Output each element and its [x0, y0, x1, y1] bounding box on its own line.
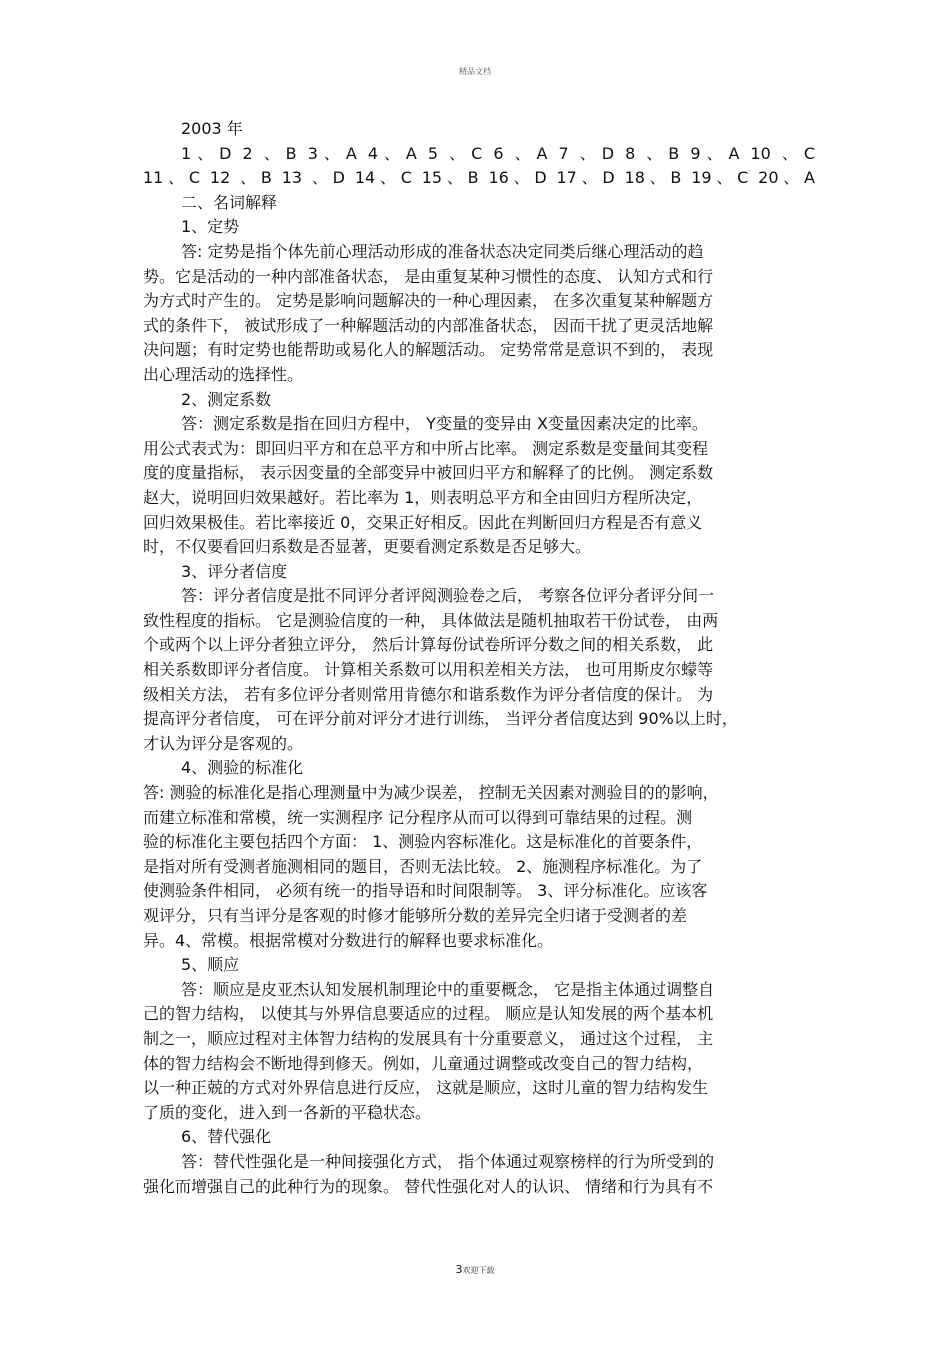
- paragraph-line: 才认为评分是客观的。: [143, 733, 304, 753]
- paragraph-line: 制之一，顺应过程对主体智力结构的发展具有十分重要意义， 通过这个过程， 主: [143, 1028, 714, 1048]
- paragraph-line: 个或两个以上评分者独立评分， 然后计算每份试卷所评分数之间的相关系数， 此: [143, 635, 714, 655]
- paragraph-line: 回归效果极佳。若比率接近 0，交果正好相反。因此在判断回归方程是否有意义: [143, 512, 703, 532]
- paragraph-line: 答：评分者信度是批不同评分者评阅测验卷之后， 考察各位评分者评分间一: [181, 586, 715, 606]
- paragraph-line: 相关系数即评分者信度。 计算相关系数可以用积差相关方法， 也可用斯皮尔蠓等: [143, 660, 714, 680]
- paragraph-line: 以一种正兢的方式对外界信息进行反应， 这就是顺应，这时儿童的智力结构发生: [143, 1078, 709, 1098]
- paragraph-line: 验的标准化主要包括四个方面： 1、测验内容标准化。这是标准化的首要条件，: [143, 832, 703, 852]
- page-header: 精品文档: [459, 67, 491, 76]
- term-heading: 5、顺应: [181, 955, 240, 975]
- paragraph-line: 式的条件下， 被试形成了一种解题活动的内部准备状态， 因而干扰了更灵活地解: [143, 315, 714, 335]
- paragraph-line: 提高评分者信度， 可在评分前对评分才进行训练， 当评分者信度达到 90%以上时，: [143, 709, 738, 729]
- paragraph-line: 答: 定势是指个体先前心理活动形成的准备状态决定同类后继心理活动的趋: [181, 241, 704, 261]
- paragraph-line: 答：替代性强化是一种间接强化方式， 指个体通过观察榜样的行为所受到的: [181, 1151, 715, 1171]
- paragraph-line: 势。它是活动的一种内部准备状态， 是由重复某种习惯性的态度、 认知方式和行: [143, 266, 714, 286]
- footer-text: 欢迎下载: [462, 1266, 495, 1275]
- answer-key-line-1: 1、D 2 、B 3、A 4、A 5 、C 6 、A 7 、D 8 、B 9、A 10 、C: [181, 143, 815, 163]
- term-heading: 2、测定系数: [181, 389, 272, 409]
- paragraph-line: 强化而增强自己的此种行为的现象。 替代性强化对人的认识、 情绪和行为具有不: [143, 1176, 714, 1196]
- paragraph-line: 出心理活动的选择性。: [143, 364, 304, 384]
- paragraph-line: 决问题；有时定势也能帮助或易化人的解题活动。 定势常常是意识不到的， 表现: [143, 340, 714, 360]
- term-heading: 6、替代强化: [181, 1127, 272, 1147]
- document-body: [143, 117, 815, 1199]
- year-heading: 2003 年: [181, 119, 243, 138]
- paragraph-line: 致性程度的指标。 它是测验信度的一种， 具体做法是随机抽取若干份试卷， 由两: [143, 610, 719, 630]
- paragraph-line: 异。4、常模。根据常模对分数进行的解释也要求标准化。: [143, 930, 554, 950]
- paragraph-line: 答：顺应是皮亚杰认知发展机制理论中的重要概念， 它是指主体通过调整自: [181, 979, 715, 999]
- paragraph-line: 了质的变化，进入到一各新的平稳状态。: [143, 1102, 432, 1122]
- paragraph-line: 答：测定系数是指在回归方程中， Y变量的变异由 X变量因素决定的比率。: [181, 414, 708, 434]
- term-heading: 3、评分者信度: [181, 561, 288, 581]
- paragraph-line: 答: 测验的标准化是指心理测量中为减少误差， 控制无关因素对测验目的的影响，: [143, 783, 719, 803]
- term-heading: 1、定势: [181, 217, 240, 237]
- paragraph-line: 己的智力结构， 以使其与外界信息要适应的过程。 顺应是认知发展的两个基本机: [143, 1004, 714, 1024]
- term-heading: 4、测验的标准化: [181, 758, 304, 778]
- section-heading: 二、名词解释: [181, 192, 278, 212]
- paragraph-line: 时，不仅要看回归系数是否显著，更要看测定系数是否足够大。: [143, 537, 592, 557]
- page-footer: [0, 1263, 950, 1276]
- page-number: 3: [455, 1263, 463, 1276]
- paragraph-line: 度的度量指标， 表示因变量的全部变异中被回归平方和解释了的比例。 测定系数: [143, 463, 714, 483]
- paragraph-line: 使测验条件相同， 必须有统一的指导语和时间限制等。 3、评分标准化。应该客: [143, 881, 708, 901]
- paragraph-line: 级相关方法， 若有多位评分者则常用肯德尔和谐系数作为评分者信度的保计。 为: [143, 684, 714, 704]
- paragraph-line: 用公式表式为：即回归平方和在总平方和中所占比率。 测定系数是变量间其变程: [143, 438, 709, 458]
- paragraph-line: 观评分，只有当评分是客观的时修才能够所分数的差异完全归诸于受测者的差: [143, 906, 688, 925]
- paragraph-line: 是指对所有受测者施测相同的题目，否则无法比较。 2、施测程序标准化。为了: [143, 856, 703, 876]
- paragraph-line: 体的智力结构会不断地得到修天。例如，儿童通过调整或改变自己的智力结构，: [143, 1053, 704, 1073]
- paragraph-line: 而建立标准和常模，统一实测程序 记分程序从而可以得到可靠结果的过程。测: [143, 807, 693, 827]
- paragraph-line: 为方式时产生的。 定势是影响问题解决的一种心理因素， 在多次重复某种解题方: [143, 291, 714, 311]
- answer-key-line-2: 11、C 12 、B 13 、D 14、C 15、B 16、D 17、D 18、B 19、C 20、A: [143, 168, 815, 188]
- paragraph-line: 赵大，说明回归效果越好。若比率为 1，则表明总平方和全由回归方程所决定，: [143, 487, 703, 507]
